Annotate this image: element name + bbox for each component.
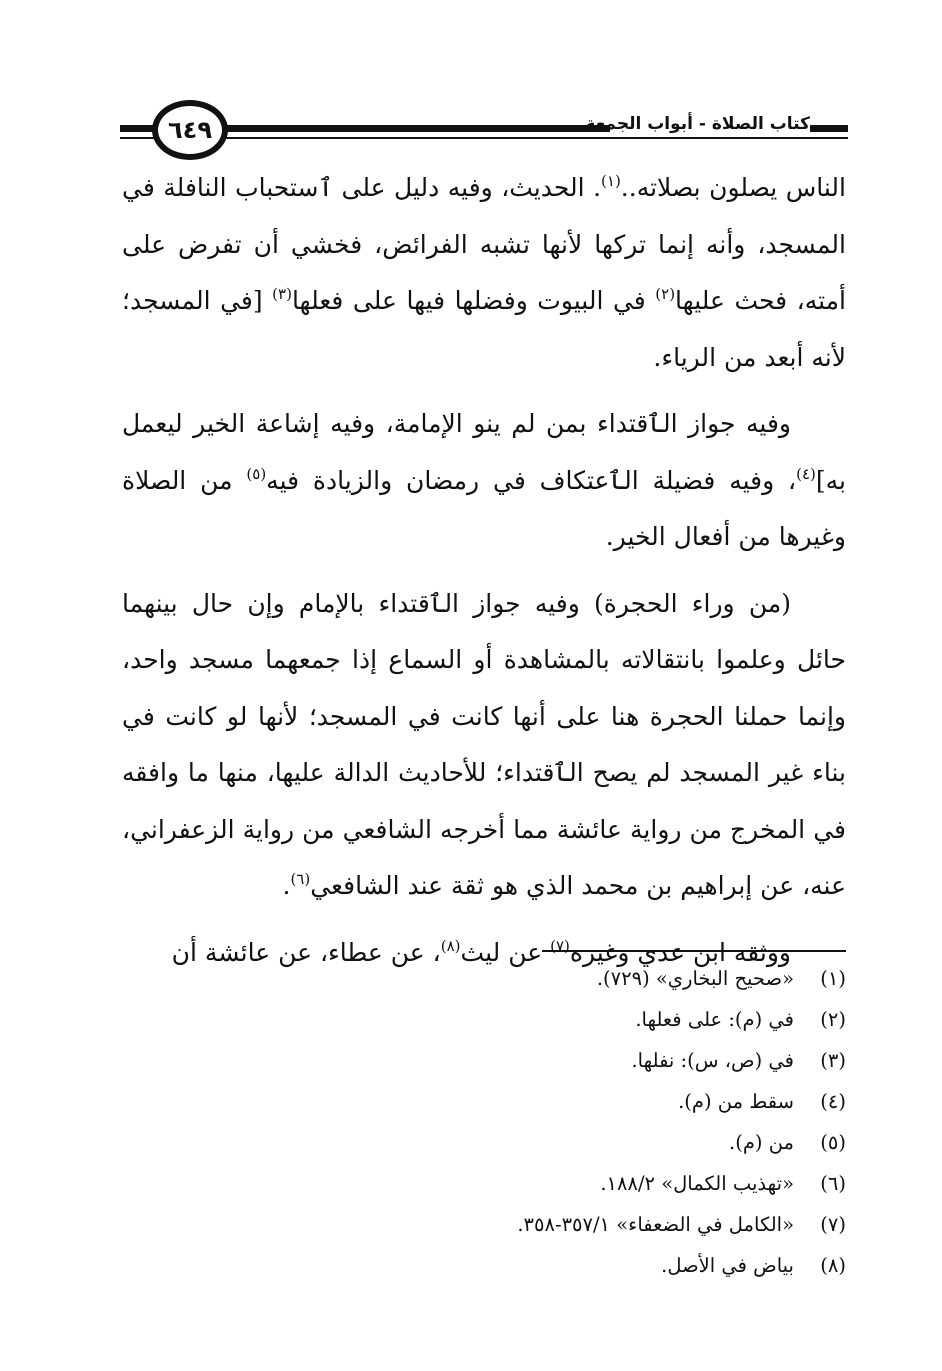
paragraph [122,160,846,386]
text-segment: الناس يصلون بصلاته.. [620,173,846,202]
footnote-reference: (٣) [272,285,292,303]
text-segment: ، عن عطاء، عن عائشة أن [171,937,441,967]
footnote-text: في (ص، س): نفلها. [631,1049,794,1072]
footnote-item [300,1245,846,1286]
page-number: ٦٤٩ [168,116,212,144]
footnote-reference: (٦) [290,870,311,888]
footnote-separator [542,950,846,952]
text-segment: (من وراء الحجرة) وفيه جواز الٱقتداء بالإمام وإن حال بينهما حائل وعلموا بانتقالاته بالمشاهدة أو السماع إذا جمعهما مسجد واحد، وإنما حملنا الحجرة هنا على أنها كانت في المسجد؛ لأنها لو كانت في بناء غير المسجد لم يصح الٱقتداء؛ للأحاديث الدالة عليها، منها ما وافقه في المخرج من رواية عائشة مما أخرجه الشافعي من رواية الزعفراني، عنه، عن إبراهيم بن محمد الذي هو ثقة عند الشافعي [122,588,846,900]
footnote-mark: (٦) [820,1172,846,1195]
text-segment: من الصلاة وغيرها من أفعال الخير. [122,465,846,551]
footnote-reference: (٨) [440,936,461,955]
footnote-mark: (٨) [820,1254,846,1277]
footnote-mark: (٢) [820,1008,846,1031]
footnote-text: «تهذيب الكمال» ١٨٨/٢. [600,1172,794,1195]
footnote-mark: (٧) [820,1213,846,1236]
text-segment: ، وفيه فضيلة الٱعتكاف في رمضان والزيادة فيه [266,465,797,495]
text-segment: ووثقه ابن عدي وغيره [569,937,791,967]
footnote-text: بياض في الأصل. [661,1254,794,1277]
header-rule-left-thick [120,125,156,132]
text-segment: . [282,871,291,900]
footnote-reference: (٥) [246,464,267,483]
footnote-item [300,1081,846,1122]
footnote-text: سقط من (م). [678,1090,794,1113]
footnote-text: في (م): على فعلها. [635,1008,794,1031]
footnote-item [300,1040,846,1081]
footnote-reference: (٧) [550,936,570,955]
body-text [122,160,846,991]
footnote-item [300,1163,846,1204]
footnote-item [300,999,846,1040]
text-segment: [في المسجد؛ لأنه أبعد من الرياء. [122,286,846,372]
footnote-reference: (٤) [796,464,816,483]
footnote-text: «الكامل في الضعفاء» ٣٥٧/١-٣٥٨. [517,1213,794,1236]
page-number-oval [152,100,228,160]
footnote-item [300,1204,846,1245]
footnote-reference: (١) [601,172,621,190]
footnote-mark: (٥) [820,1131,846,1154]
text-segment: عن ليث [460,937,551,967]
paragraph [122,576,846,915]
text-segment: في البيوت وفضلها فيها على فعلها [291,286,656,315]
paragraph [122,396,846,566]
footnotes [300,958,846,1286]
footnote-reference: (٢) [655,285,676,303]
footnote-item [300,1122,846,1163]
header-rule-left-thin [120,137,156,139]
footnote-text: من (م). [729,1131,794,1154]
footnote-mark: (٤) [820,1090,846,1113]
header-rule-right-thin [226,137,848,139]
page-header [0,0,942,180]
text-segment: . الحديث، وفيه دليل على ٱستحباب النافلة في المسجد، وأنه إنما تركها لأنها تشبه الفرائض، فخشي أن تفرض على أمته، فحث عليها [122,173,846,315]
footnote-mark: (١) [820,967,846,990]
running-title: كتاب الصلاة - أبواب الجمعة [585,114,810,134]
text-segment: وفيه جواز الٱقتداء بمن لم ينو الإمامة، وفيه إشاعة الخير ليعمل به] [122,409,846,495]
footnote-text: «صحيح البخاري» (٧٢٩). [596,967,794,990]
footnote-mark: (٣) [820,1049,846,1072]
footnote-item [300,958,846,999]
